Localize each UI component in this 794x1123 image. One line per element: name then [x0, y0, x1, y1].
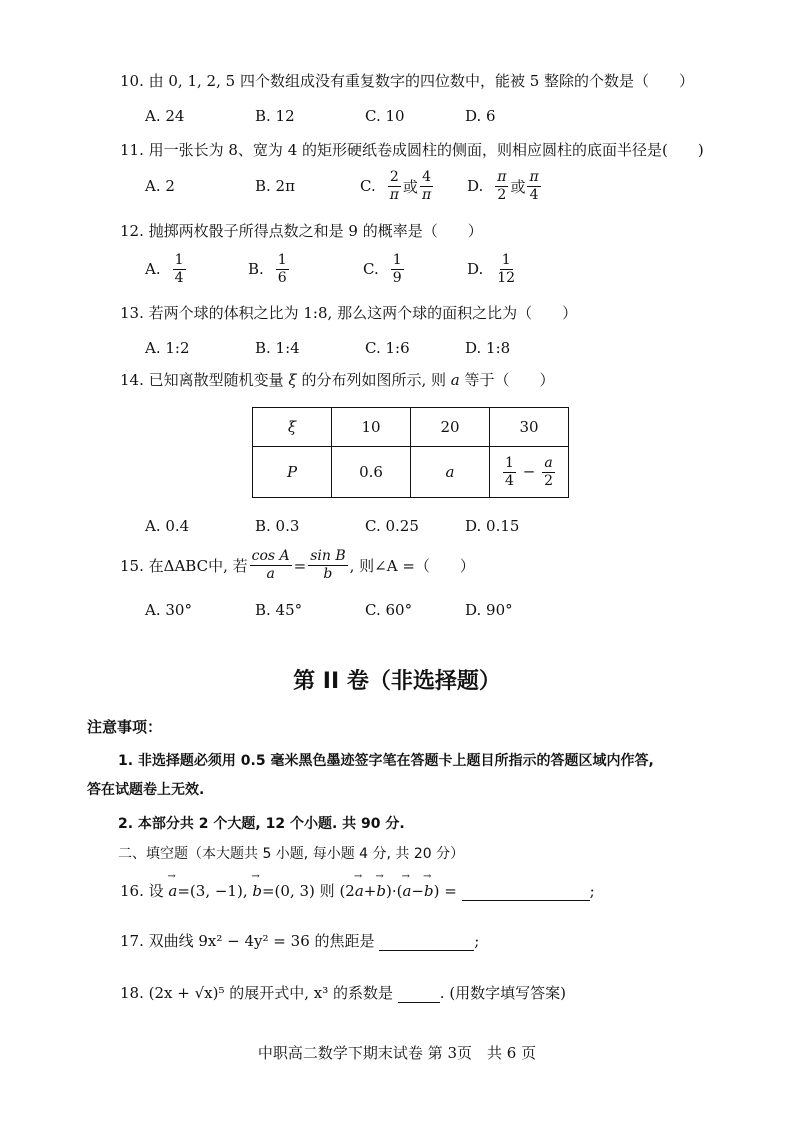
question-17	[120, 930, 479, 951]
vector-value: =(3, −1),	[177, 882, 248, 900]
denominator: π	[421, 186, 432, 203]
question-10: 10. 由 0, 1, 2, 5 四个数组成没有重复数字的四位数中，能被 5 整除的个数是（ ）	[120, 72, 695, 90]
option-c	[363, 249, 406, 289]
distribution-table	[252, 407, 569, 498]
section-title: 第 II 卷（非选择题）	[293, 669, 501, 694]
question-text: , 则∠A =（ ）	[349, 557, 475, 575]
numerator: 1	[392, 251, 402, 268]
or-text: 或	[402, 177, 418, 196]
fraction	[420, 169, 433, 204]
punctuation: ;	[589, 882, 595, 900]
expression-part: (2	[339, 882, 355, 900]
question-text: . (用数字填写答案)	[439, 984, 567, 1002]
option-d: D. 0.15	[465, 517, 520, 535]
fraction	[308, 548, 347, 583]
table-row	[253, 408, 569, 447]
option-a: A. 1:2	[145, 339, 190, 357]
fraction	[388, 169, 401, 204]
fraction	[495, 169, 508, 204]
vector-b: → b	[424, 882, 434, 900]
variable-a: a	[450, 371, 460, 389]
question-text: 16. 设	[120, 882, 164, 900]
numerator: 1	[174, 251, 184, 268]
option-c: C. 0.25	[365, 517, 419, 535]
denominator: 4	[174, 269, 184, 286]
option-c: C. 10	[365, 107, 405, 125]
expression-part: )·(	[385, 882, 403, 900]
denominator: 9	[392, 269, 402, 286]
minus-sign: −	[411, 882, 424, 900]
minus-sign: −	[522, 462, 536, 480]
option-c: C. 60°	[365, 601, 413, 619]
option-b: B. 45°	[255, 601, 303, 619]
fraction	[542, 455, 555, 490]
fill-in-heading: 二、填空题（本大题共 5 小题, 每小题 4 分, 共 20 分）	[118, 846, 465, 862]
numerator: sin B	[310, 548, 346, 564]
denominator: 4	[529, 186, 539, 203]
denominator: 4	[505, 472, 514, 489]
denominator: a	[266, 566, 275, 582]
table-cell: P	[253, 447, 332, 498]
fraction	[173, 252, 186, 287]
option-b: B. 12	[255, 107, 295, 125]
option-label: C.	[360, 177, 376, 195]
table-cell: 10	[332, 408, 411, 447]
denominator: b	[323, 566, 333, 582]
option-d	[467, 166, 543, 206]
option-a	[145, 249, 188, 289]
numerator: 1	[505, 454, 514, 471]
question-text: 17. 双曲线 9x² − 4y² = 36 的焦距是	[120, 932, 375, 950]
vector-b: → b	[376, 882, 386, 900]
denominator: 2	[544, 472, 553, 489]
vector-a: → a	[355, 882, 364, 900]
vector-a: → a	[402, 882, 411, 900]
option-d	[467, 249, 519, 289]
vector-b: → b	[252, 882, 262, 900]
option-d: D. 90°	[465, 601, 513, 619]
option-b: B. 0.3	[255, 517, 300, 535]
question-18	[120, 982, 566, 1003]
vector-a: → a	[168, 882, 177, 900]
option-a: A. 2	[145, 177, 175, 195]
fraction	[495, 252, 517, 287]
numerator: cos A	[251, 548, 290, 564]
expression-part: ) =	[433, 882, 457, 900]
table-cell: 30	[490, 408, 569, 447]
question-text: 14. 已知离散型随机变量	[120, 371, 284, 389]
option-b: B. 2π	[255, 177, 295, 195]
answer-blank[interactable]	[379, 932, 474, 951]
numerator: 2	[389, 168, 399, 185]
option-label: D.	[467, 177, 484, 195]
denominator: 6	[277, 269, 287, 286]
option-d: D. 6	[465, 107, 496, 125]
option-label: C.	[363, 260, 379, 278]
option-d: D. 1:8	[465, 339, 511, 357]
punctuation: ;	[474, 932, 480, 950]
note-1: 1. 非选择题必须用 0.5 毫米黑色墨迹签字笔在答题卡上题目所指示的答题区域内作答,	[118, 753, 654, 769]
option-label: D.	[467, 260, 484, 278]
option-label: A.	[145, 260, 161, 278]
question-text: 18. (2x + √x)⁵ 的展开式中, x³ 的系数是	[120, 984, 394, 1002]
option-a: A. 30°	[145, 601, 192, 619]
fraction	[503, 455, 516, 490]
notes-heading: 注意事项：	[87, 718, 163, 736]
question-15	[120, 548, 475, 583]
denominator: π	[389, 186, 399, 203]
variable-xi: ξ	[288, 371, 297, 389]
question-14	[120, 369, 555, 390]
numerator: π	[497, 168, 507, 185]
fraction	[527, 169, 540, 204]
note-2: 2. 本部分共 2 个大题, 12 个小题. 共 90 分.	[118, 816, 405, 832]
plus-sign: +	[363, 882, 377, 900]
or-text: 或	[510, 177, 526, 196]
question-text: 等于（ ）	[464, 371, 555, 389]
question-text: 15. 在ΔABC中, 若	[120, 557, 248, 575]
option-label: B.	[248, 260, 264, 278]
option-a: A. 24	[145, 107, 185, 125]
option-b	[248, 249, 291, 289]
question-12: 12. 抛掷两枚骰子所得点数之和是 9 的概率是（ ）	[120, 222, 483, 240]
table-row	[253, 447, 569, 498]
table-cell	[490, 447, 569, 498]
page-footer: 中职高二数学下期末试卷 第 3页 共 6 页	[257, 1044, 537, 1062]
numerator: 1	[501, 251, 511, 268]
numerator: π	[529, 168, 539, 185]
denominator: 12	[497, 269, 516, 286]
table-cell: a	[411, 447, 490, 498]
vector-value: =(0, 3) 则	[261, 882, 335, 900]
note-1-continued: 答在试题卷上无效.	[87, 782, 205, 798]
question-11: 11. 用一张长为 8、宽为 4 的矩形硬纸卷成圆柱的侧面，则相应圆柱的底面半径是( )	[120, 141, 704, 159]
answer-blank[interactable]	[398, 984, 440, 1003]
option-c	[360, 166, 435, 206]
fraction	[391, 252, 404, 287]
table-cell: ξ	[253, 408, 332, 447]
table-cell: 20	[411, 408, 490, 447]
option-a: A. 0.4	[145, 517, 190, 535]
option-b: B. 1:4	[255, 339, 300, 357]
question-text: 的分布列如图所示, 则	[301, 371, 446, 389]
fraction	[276, 252, 289, 287]
option-c: C. 1:6	[365, 339, 410, 357]
numerator: 4	[422, 168, 431, 185]
numerator: a	[544, 454, 553, 471]
table-cell: 0.6	[332, 447, 411, 498]
question-13: 13. 若两个球的体积之比为 1:8, 那么这两个球的面积之比为（ ）	[120, 304, 578, 322]
denominator: 2	[497, 186, 507, 203]
numerator: 1	[277, 251, 287, 268]
question-16	[120, 880, 595, 901]
fraction	[250, 548, 292, 583]
answer-blank[interactable]	[462, 882, 590, 901]
equals-sign: =	[293, 556, 307, 575]
